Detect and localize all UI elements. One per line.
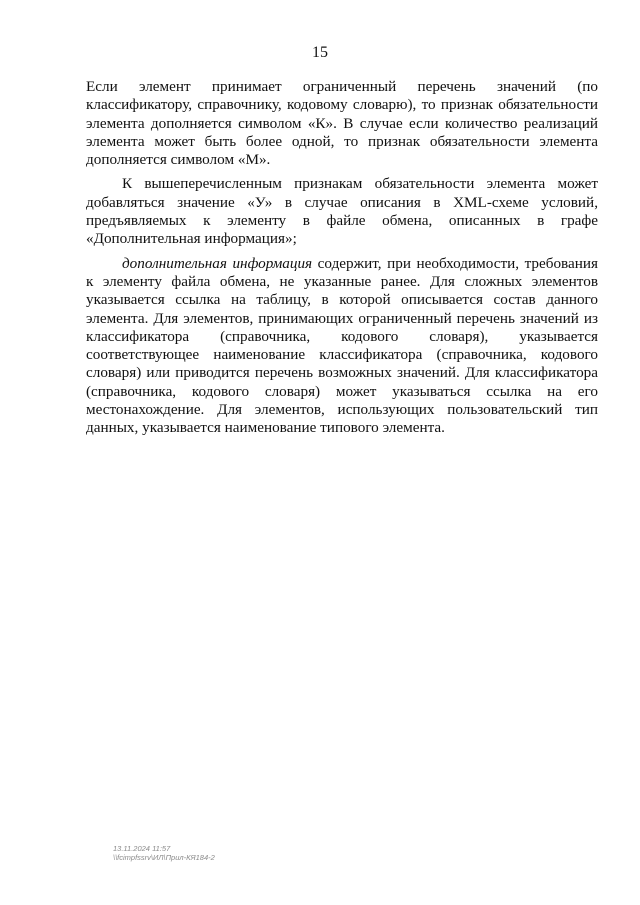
page-number: 15 (312, 44, 328, 61)
paragraph-3 (86, 255, 598, 438)
term-description: содержит, при необходимости, требования к элементу файла обмена, не указанные ранее. Для сложных элементов указывается ссылка на таблицу, в которой описывается состав данного элемента. Для элементов, принимающих ограниченный перечень значений из классификатора (справочника, кодового словаря), указывается соответствующее наименование классификатора (справочника, кодового словаря) или приводится перечень возможных значений. Для классификатора (справочника, кодового словаря) может указываться ссылка на его местонахождение. Для элементов, использующих пользовательский тип данных, указывается наименование типового элемента. (86, 254, 598, 437)
file-path: \\fcimpfssrv\ИЛ\Прил-КЯ184-2 (113, 853, 215, 862)
print-timestamp: 13.11.2024 11:57 (113, 844, 171, 853)
term-label: дополнительная информация (122, 254, 313, 272)
paragraph-2: К вышеперечисленным признакам обязательности элемента может добавляться значение «У» в случае описания в XML-схеме условий, предъявляемых к элементу в файле обмена, описанных в графе «Дополнительная информация»; (86, 175, 598, 248)
paragraph-1: Если элемент принимает ограниченный перечень значений (по классификатору, справочнику, кодовому словарю), то признак обязательности элемента дополняется символом «К». В случае если количество реализаций элемента может быть более одной, то признак обязательности элемента дополняется символом «М». (86, 78, 598, 169)
print-stamp (113, 844, 215, 862)
document-body (86, 78, 598, 438)
